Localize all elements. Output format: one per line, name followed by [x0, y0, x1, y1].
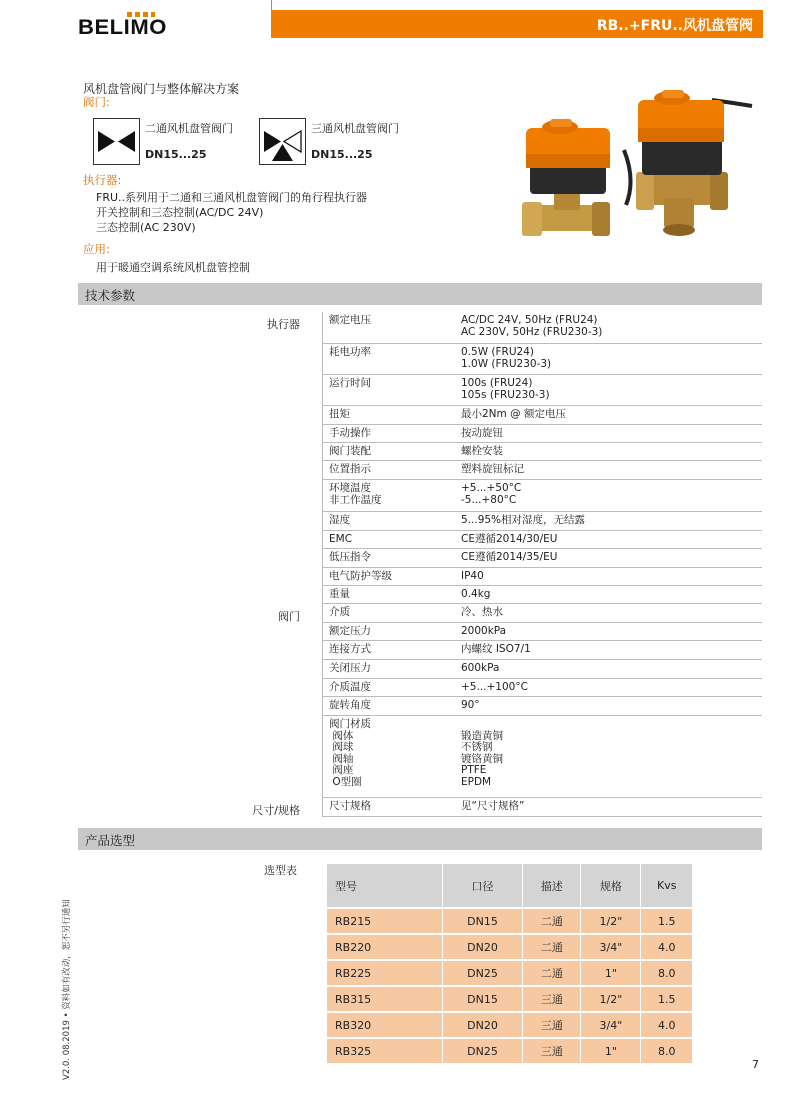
cell-spec: 1" — [581, 961, 640, 985]
table-row — [327, 1039, 692, 1063]
table-row — [327, 1013, 692, 1037]
spec-value: 2000kPa — [461, 625, 507, 637]
spec-row — [322, 461, 762, 480]
header-size: 口径 — [443, 864, 523, 907]
page-number: 7 — [752, 1058, 759, 1071]
selection-section-title: 产品选型 — [85, 833, 136, 848]
valves-label: 阀门: — [83, 95, 110, 109]
spec-label: 低压指令 — [329, 551, 371, 563]
spec-value: 0.4kg — [461, 588, 491, 600]
cell-kvs: 4.0 — [641, 935, 692, 959]
spec-row — [322, 641, 762, 660]
cell-description: 三通 — [523, 1039, 580, 1063]
cell-model: RB225 — [327, 961, 442, 985]
actuator-label: 执行器: — [83, 173, 122, 187]
spec-value: 5...95%相对湿度，无结露 — [461, 514, 586, 526]
three-way-valve-name: 三通风机盘管阀门 — [311, 122, 399, 135]
spec-row — [322, 312, 762, 344]
spec-label: 介质温度 — [329, 681, 371, 693]
cell-model: RB320 — [327, 1013, 442, 1037]
spec-row — [322, 531, 762, 549]
three-way-valve-icon — [259, 118, 306, 165]
spec-row — [322, 660, 762, 679]
three-way-valve-dn: DN15...25 — [311, 148, 373, 161]
spec-value: 内螺纹 ISO7/1 — [461, 643, 531, 655]
actuator-line: 开关控制和三态控制(AC/DC 24V) — [96, 206, 264, 219]
group-dimension: 尺寸/规格 — [252, 804, 300, 817]
side-note: V2.0. 08.2019 • 资料如有改动，恕不另行通知 — [62, 899, 72, 1080]
spec-value: +5...+50°C -5...+80°C — [461, 482, 522, 506]
cell-model: RB315 — [327, 987, 442, 1011]
spec-label: 运行时间 — [329, 377, 371, 389]
spec-label: 尺寸规格 — [329, 800, 371, 812]
header-spec: 规格 — [581, 864, 640, 907]
tech-section-bar — [78, 283, 762, 305]
selection-table — [326, 862, 693, 1065]
spec-label: 关闭压力 — [329, 662, 371, 674]
spec-label: 阀门装配 — [329, 445, 371, 457]
intro-title: 风机盘管阀门与整体解决方案 — [83, 82, 240, 96]
page-title: RB..+FRU..风机盘管阀 — [596, 18, 753, 34]
cell-kvs: 4.0 — [641, 1013, 692, 1037]
spec-row — [322, 406, 762, 425]
table-row — [327, 935, 692, 959]
cell-description: 二通 — [523, 909, 580, 933]
spec-label: 额定电压 — [329, 314, 371, 326]
spec-label: 耗电功率 — [329, 346, 371, 358]
spec-label: 介质 — [329, 606, 350, 618]
spec-label: 额定压力 — [329, 625, 371, 637]
spec-value: CE遵循2014/35/EU — [461, 551, 558, 563]
spec-value: +5...+100°C — [461, 681, 528, 693]
product-photo — [512, 80, 762, 255]
spec-value: 600kPa — [461, 662, 500, 674]
table-row — [327, 909, 692, 933]
actuator-line: 三态控制(AC 230V) — [96, 221, 196, 234]
spec-value: 按动旋钮 — [461, 427, 503, 439]
spec-label: 环境温度 非工作温度 — [329, 482, 382, 506]
two-way-valve-name: 二通风机盘管阀门 — [145, 122, 233, 135]
cell-size: DN15 — [443, 909, 523, 933]
header-bar — [271, 10, 763, 38]
tech-section-title: 技术参数 — [85, 288, 136, 303]
cell-spec: 1/2" — [581, 909, 640, 933]
spec-value: CE遵循2014/30/EU — [461, 533, 558, 545]
two-way-valve-icon — [93, 118, 140, 165]
spec-label: 扭矩 — [329, 408, 350, 420]
spec-row — [322, 586, 762, 604]
cell-spec: 1" — [581, 1039, 640, 1063]
group-actuator: 执行器 — [267, 318, 300, 331]
spec-label: EMC — [329, 533, 353, 545]
cell-size: DN20 — [443, 1013, 523, 1037]
cell-description: 三通 — [523, 987, 580, 1011]
spec-row — [322, 623, 762, 641]
application-line: 用于暖通空调系统风机盘管控制 — [96, 261, 250, 274]
spec-label: 手动操作 — [329, 427, 371, 439]
header-divider — [271, 0, 272, 10]
spec-row — [322, 697, 762, 716]
header-description: 描述 — [523, 864, 580, 907]
logo-text: BELIMO — [78, 16, 167, 39]
spec-row — [322, 344, 762, 375]
cell-spec: 3/4" — [581, 1013, 640, 1037]
spec-label: 电气防护等级 — [329, 570, 392, 582]
spec-value: AC/DC 24V, 50Hz (FRU24) AC 230V, 50Hz (FRU230-3) — [461, 314, 603, 338]
cell-size: DN15 — [443, 987, 523, 1011]
cell-kvs: 8.0 — [641, 1039, 692, 1063]
spec-row — [322, 549, 762, 568]
actuator-line: FRU..系列用于二通和三通风机盘管阀门的角行程执行器 — [96, 191, 368, 204]
cell-spec: 1/2" — [581, 987, 640, 1011]
spec-row — [322, 425, 762, 443]
spec-value: 螺栓安装 — [461, 445, 503, 457]
selection-header-row — [327, 864, 692, 907]
spec-label: 重量 — [329, 588, 350, 600]
spec-row — [322, 568, 762, 586]
spec-row — [322, 443, 762, 461]
cell-description: 二通 — [523, 961, 580, 985]
spec-label: 连接方式 — [329, 643, 371, 655]
selection-section-bar — [78, 828, 762, 850]
cell-description: 三通 — [523, 1013, 580, 1037]
spec-value: 塑料旋钮标记 — [461, 463, 524, 475]
spec-row — [322, 716, 762, 798]
spec-label: 位置指示 — [329, 463, 371, 475]
cell-size: DN20 — [443, 935, 523, 959]
table-row — [327, 987, 692, 1011]
cell-kvs: 1.5 — [641, 987, 692, 1011]
spec-value: 见“尺寸规格” — [461, 800, 525, 812]
cell-kvs: 1.5 — [641, 909, 692, 933]
spec-label: 旋转角度 — [329, 699, 371, 711]
spec-value: 100s (FRU24) 105s (FRU230-3) — [461, 377, 550, 401]
header-kvs: Kvs — [641, 864, 692, 907]
spec-value: 锻造黄铜 不锈钢 镀铬黄铜 PTFE EPDM — [461, 729, 503, 788]
spec-row — [322, 604, 762, 623]
spec-label: 阀门材质 阀体 阀球 阀轴 阀座 O型圈 — [329, 718, 371, 788]
table-row — [327, 961, 692, 985]
spec-value: 0.5W (FRU24) 1.0W (FRU230-3) — [461, 346, 552, 370]
cell-kvs: 8.0 — [641, 961, 692, 985]
cell-spec: 3/4" — [581, 935, 640, 959]
header-model: 型号 — [327, 864, 442, 907]
spec-row — [322, 375, 762, 406]
cell-description: 二通 — [523, 935, 580, 959]
cell-model: RB215 — [327, 909, 442, 933]
cell-size: DN25 — [443, 1039, 523, 1063]
group-valve: 阀门 — [278, 610, 300, 623]
spec-row — [322, 679, 762, 697]
two-way-valve-dn: DN15...25 — [145, 148, 207, 161]
spec-value: 最小2Nm @ 额定电压 — [461, 408, 566, 420]
spec-row — [322, 512, 762, 531]
application-label: 应用: — [83, 242, 110, 256]
cell-model: RB220 — [327, 935, 442, 959]
spec-value: 冷、热水 — [461, 606, 503, 618]
spec-label: 湿度 — [329, 514, 350, 526]
cell-size: DN25 — [443, 961, 523, 985]
spec-row — [322, 480, 762, 512]
spec-row — [322, 798, 762, 817]
spec-value: 90° — [461, 699, 480, 711]
selection-table-title: 选型表 — [264, 864, 297, 877]
spec-value: IP40 — [461, 570, 484, 582]
cell-model: RB325 — [327, 1039, 442, 1063]
